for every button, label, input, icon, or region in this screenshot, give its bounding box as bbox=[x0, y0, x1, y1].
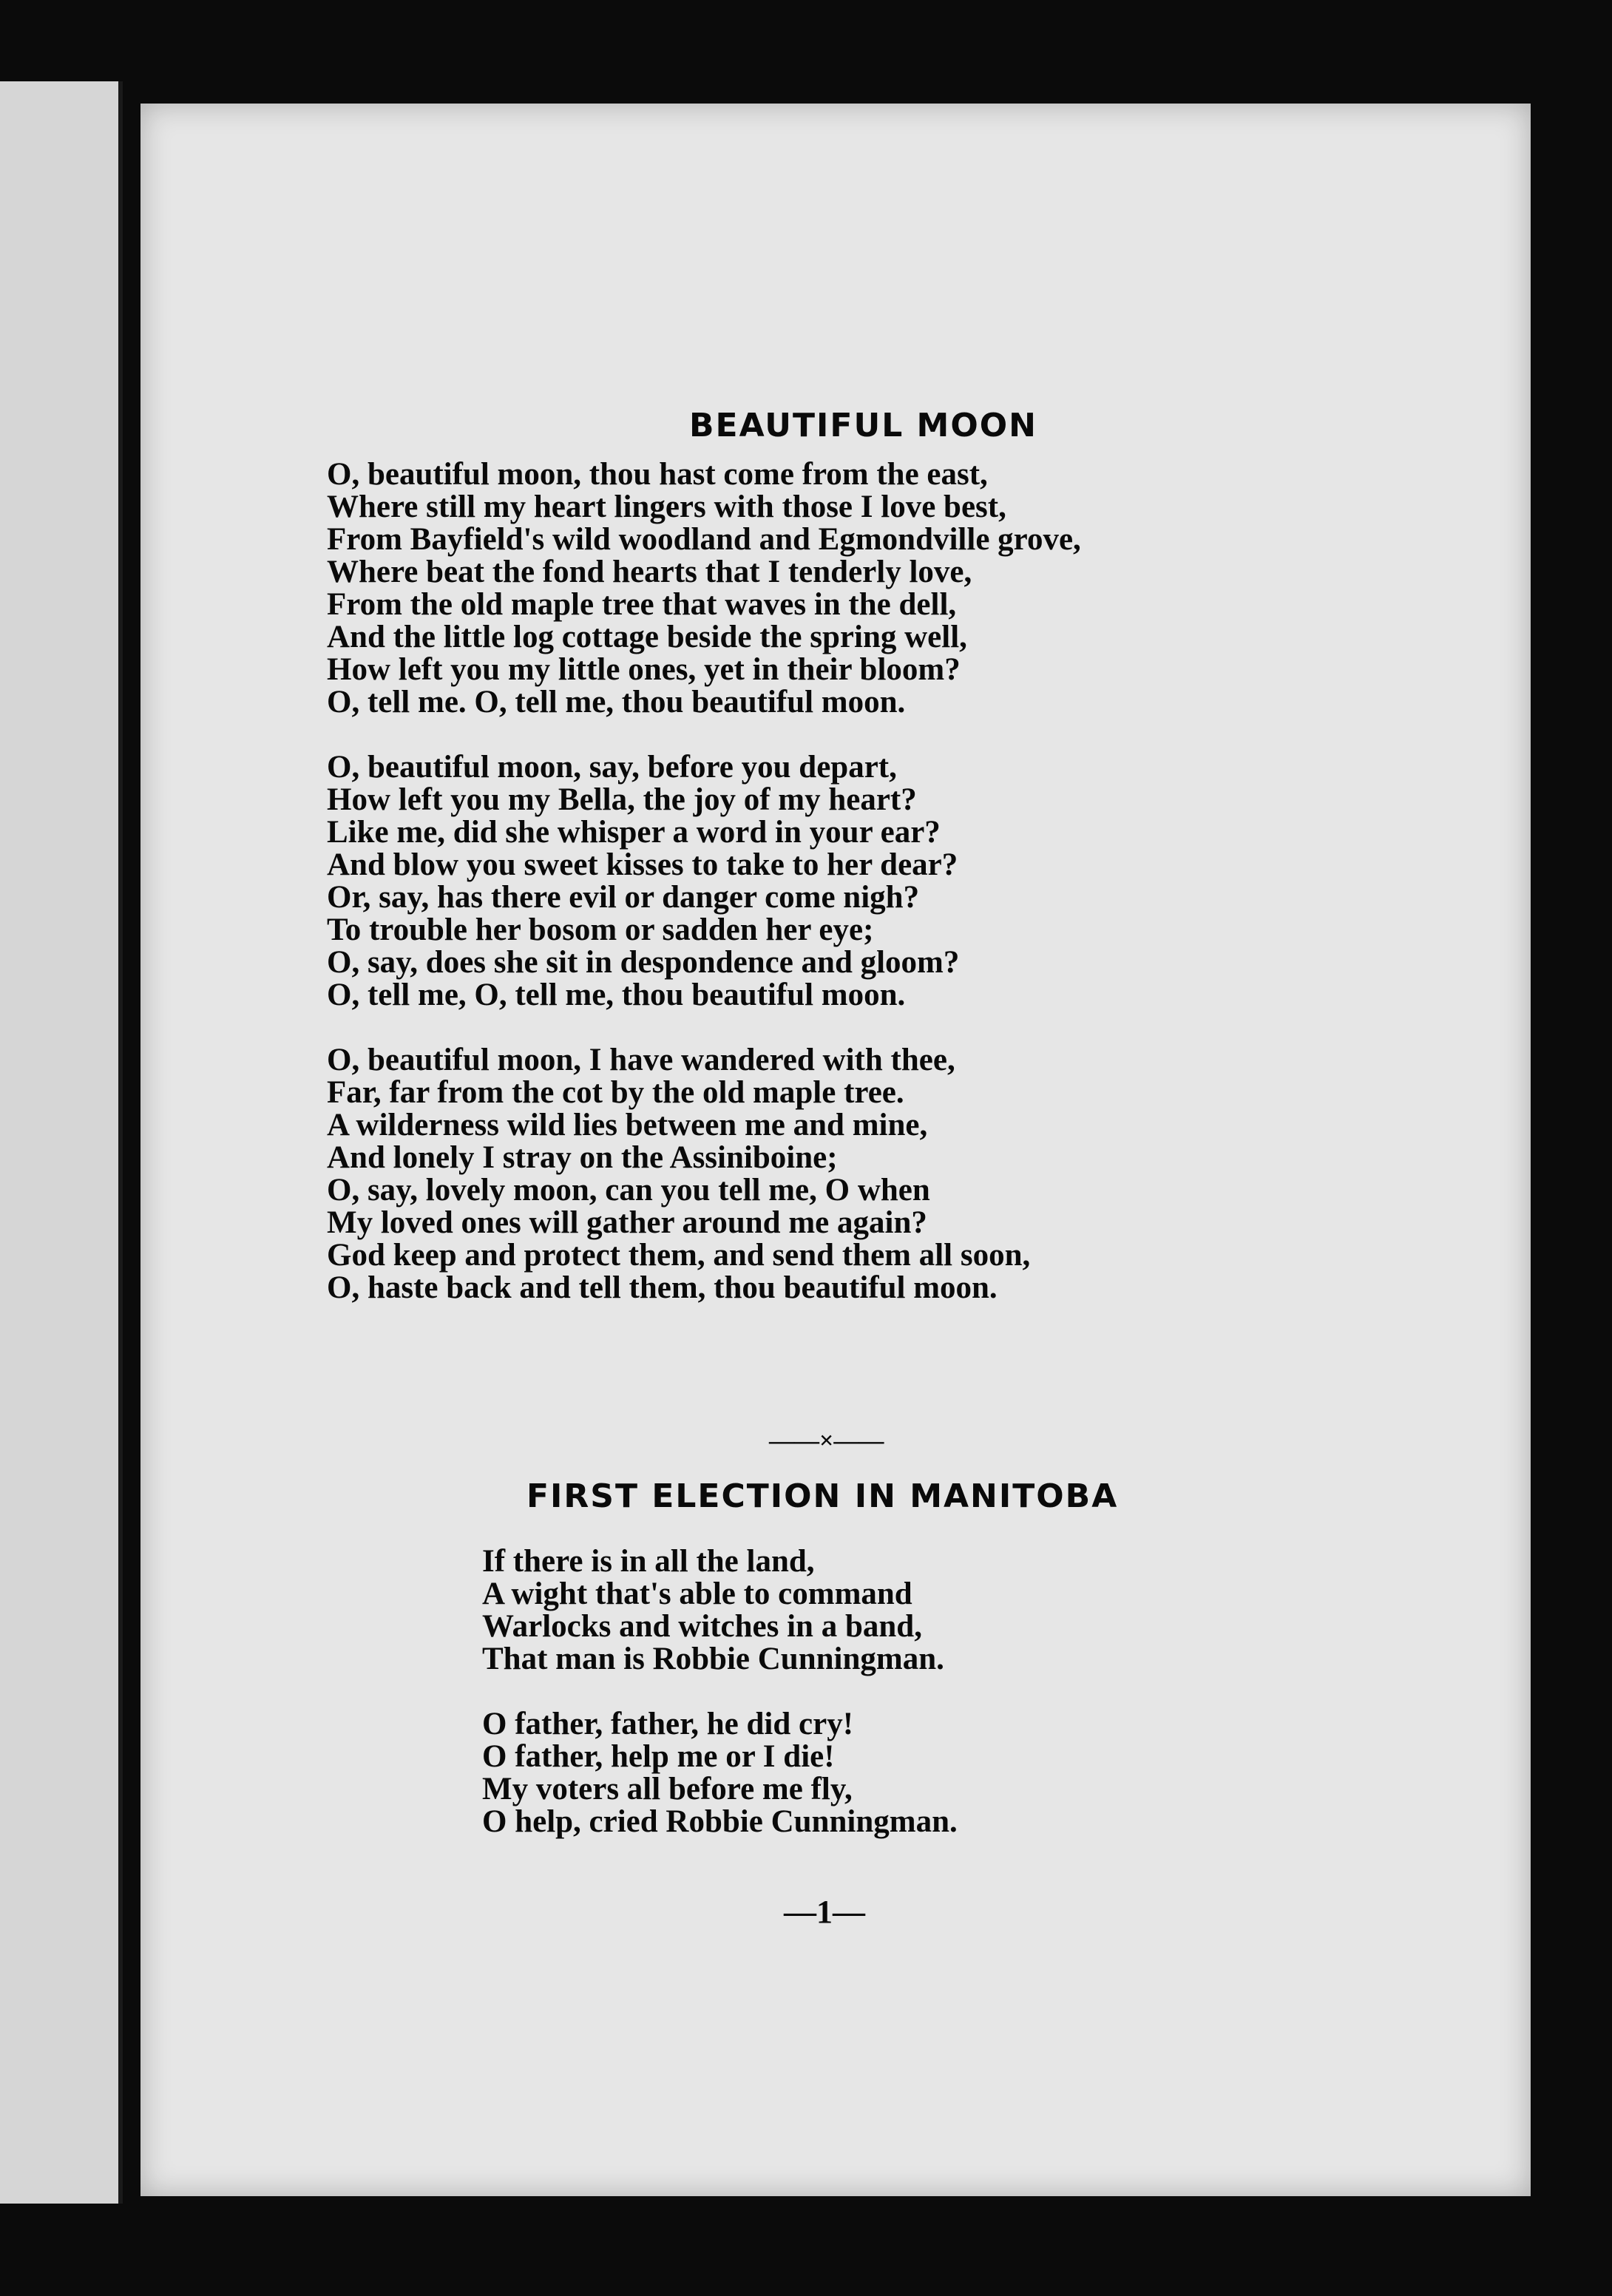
poem-line: O, beautiful moon, I have wandered with thee, bbox=[327, 1043, 955, 1077]
stanza-2 bbox=[327, 751, 1081, 1012]
poem-line: My loved ones will gather around me again? bbox=[327, 1205, 927, 1240]
poem-line: That man is Robbie Cunningman. bbox=[482, 1642, 944, 1676]
poem-line: If there is in all the land, bbox=[482, 1544, 815, 1579]
poem-line: O, haste back and tell them, thou beautiful moon. bbox=[327, 1270, 998, 1305]
poem-title-first-election: FIRST ELECTION IN MANITOBA bbox=[526, 1477, 1119, 1515]
book-page bbox=[140, 104, 1531, 2196]
poem-line: Warlocks and witches in a band, bbox=[482, 1609, 922, 1644]
section-separator: ——×—— bbox=[769, 1427, 884, 1455]
poem-line: O, tell me. O, tell me, thou beautiful moon. bbox=[327, 685, 906, 719]
poem-line: And lonely I stray on the Assiniboine; bbox=[327, 1140, 838, 1175]
poem-line: O, beautiful moon, say, before you depart, bbox=[327, 750, 897, 785]
poem-line: Far, far from the cot by the old maple tree. bbox=[327, 1075, 904, 1110]
poem-line: A wilderness wild lies between me and mine, bbox=[327, 1108, 928, 1142]
poem-line: How left you my little ones, yet in their bloom? bbox=[327, 652, 961, 687]
poem-first-election bbox=[482, 1545, 958, 1871]
poem-line: Like me, did she whisper a word in your ear? bbox=[327, 815, 941, 850]
poem-line: From Bayfield's wild woodland and Egmondville grove, bbox=[327, 522, 1081, 557]
poem-line: And blow you sweet kisses to take to her dear? bbox=[327, 847, 958, 882]
left-page-edge bbox=[0, 81, 123, 2204]
poem-line: A wight that's able to command bbox=[482, 1577, 912, 1611]
poem-line: O help, cried Robbie Cunningman. bbox=[482, 1804, 958, 1839]
poem-line: O, say, lovely moon, can you tell me, O when bbox=[327, 1173, 930, 1208]
poem-beautiful-moon bbox=[327, 458, 1081, 1337]
poem-line: And the little log cottage beside the spring well, bbox=[327, 620, 967, 654]
poem-title-beautiful-moon: BEAUTIFUL MOON bbox=[689, 407, 1037, 444]
poem-line: Where beat the fond hearts that I tenderly love, bbox=[327, 555, 972, 589]
poem-line: God keep and protect them, and send them all soon, bbox=[327, 1238, 1031, 1273]
poem-line: O father, help me or I die! bbox=[482, 1739, 835, 1774]
stanza-1 bbox=[482, 1545, 958, 1676]
poem-line: O father, father, he did cry! bbox=[482, 1707, 854, 1741]
poem-line: Or, say, has there evil or danger come nigh? bbox=[327, 880, 920, 915]
stanza-1 bbox=[327, 458, 1081, 719]
poem-line: My voters all before me fly, bbox=[482, 1772, 853, 1806]
poem-line: O, say, does she sit in despondence and gloom? bbox=[327, 945, 960, 980]
poem-line: How left you my Bella, the joy of my heart? bbox=[327, 782, 917, 817]
poem-line: Where still my heart lingers with those I love best, bbox=[327, 490, 1006, 524]
page-number: —1— bbox=[784, 1894, 865, 1930]
stanza-2 bbox=[482, 1708, 958, 1838]
poem-line: O, beautiful moon, thou hast come from the east, bbox=[327, 457, 988, 492]
poem-line: To trouble her bosom or sadden her eye; bbox=[327, 912, 874, 947]
poem-line: O, tell me, O, tell me, thou beautiful moon. bbox=[327, 978, 906, 1012]
stanza-3 bbox=[327, 1044, 1081, 1304]
poem-line: From the old maple tree that waves in the dell, bbox=[327, 587, 957, 622]
